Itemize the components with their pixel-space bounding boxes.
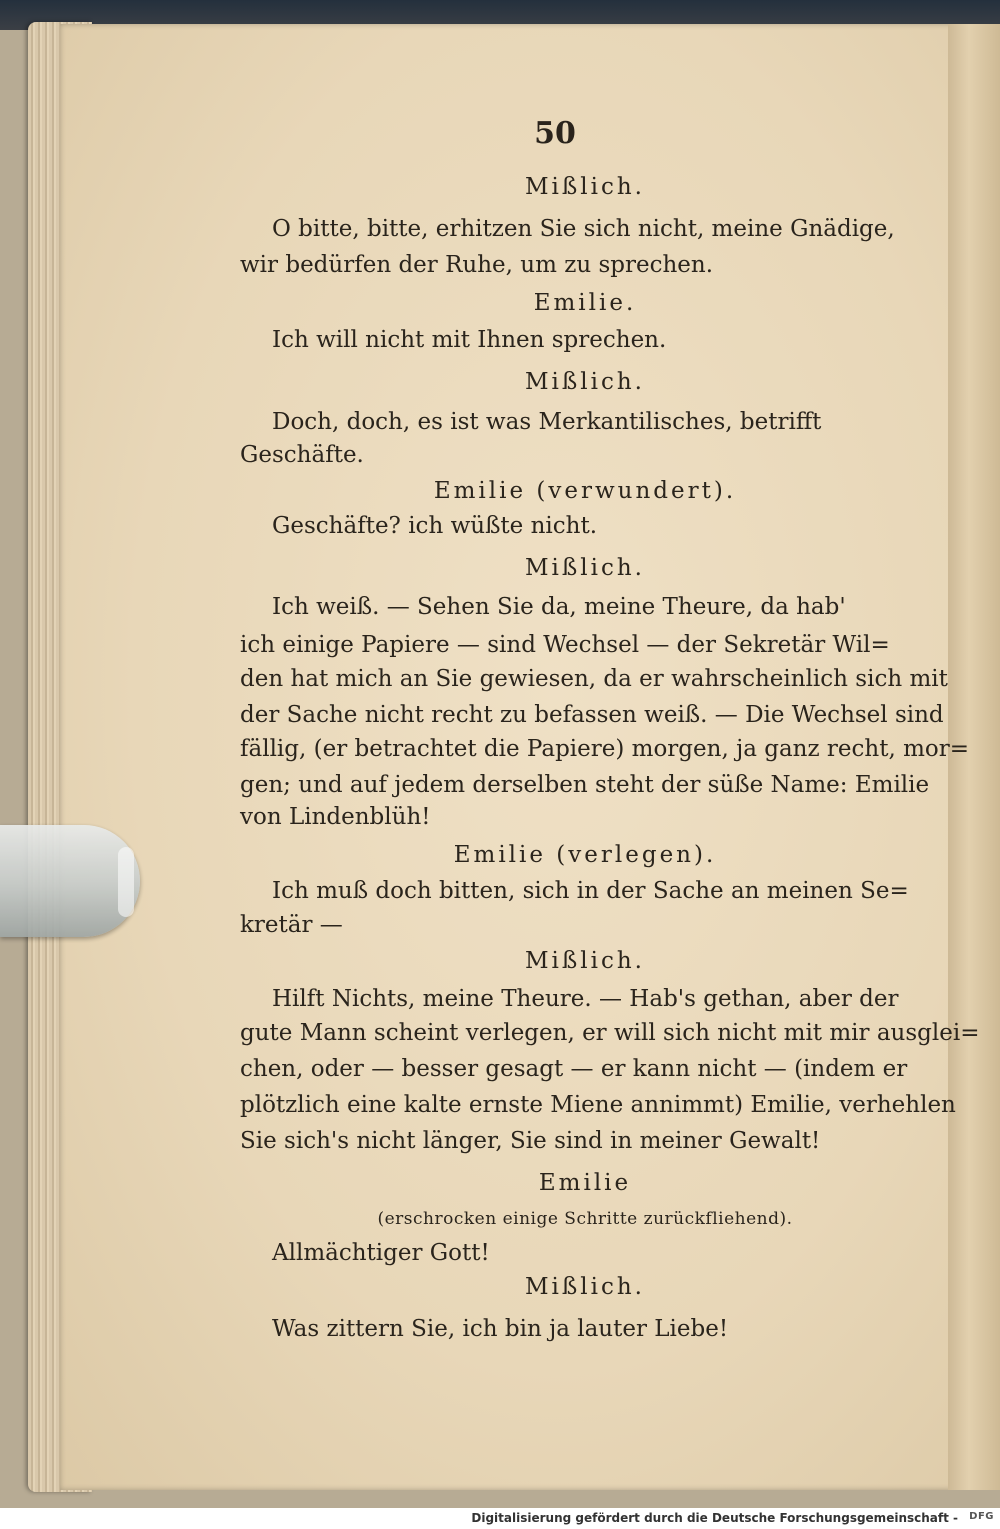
speaker-name: Emilie: [538, 1170, 632, 1196]
speaker-name: Mißlich.: [525, 555, 645, 581]
dfg-logo-icon: DFG: [969, 1511, 994, 1522]
text-line: fällig, (er betrachtet die Papiere) morgen, ja ganz recht, mor=: [240, 736, 969, 762]
text-line: gen; und auf jedem derselben steht der süße Name: Emilie: [240, 772, 930, 798]
page-clip-highlight: [118, 847, 134, 917]
text-line: Ich will nicht mit Ihnen sprechen.: [272, 327, 667, 353]
text-line: Geschäfte? ich wüßte nicht.: [272, 513, 598, 539]
text-line: Allmächtiger Gott!: [272, 1240, 490, 1266]
text-line: plötzlich eine kalte ernste Miene annimmt) Emilie, verhehlen: [240, 1092, 956, 1118]
text-line: Was zittern Sie, ich bin ja lauter Liebe!: [272, 1316, 729, 1342]
text-line: von Lindenblüh!: [240, 804, 431, 830]
text-line: Ich muß doch bitten, sich in der Sache an meinen Se=: [272, 878, 909, 904]
speaker-name: Emilie.: [533, 290, 637, 316]
text-line: Geschäfte.: [240, 442, 364, 468]
speaker-name: Emilie (verlegen).: [453, 842, 717, 868]
text-line: Ich weiß. — Sehen Sie da, meine Theure, da hab': [272, 594, 846, 620]
footer-credit: Digitalisierung gefördert durch die Deutsche Forschungsgemeinschaft -: [471, 1511, 958, 1525]
text-line: Hilft Nichts, meine Theure. — Hab's gethan, aber der: [272, 986, 899, 1012]
speaker-name: Mißlich.: [525, 369, 645, 395]
page-number: 50: [534, 116, 576, 151]
text-line: O bitte, bitte, erhitzen Sie sich nicht, meine Gnädige,: [272, 216, 895, 242]
text-line: den hat mich an Sie gewiesen, da er wahrscheinlich sich mit: [240, 666, 948, 692]
text-line: gute Mann scheint verlegen, er will sich nicht mit mir ausglei=: [240, 1020, 980, 1046]
text-line: der Sache nicht recht zu befassen weiß. — Die Wechsel sind: [240, 702, 944, 728]
text-line: kretär —: [240, 912, 343, 938]
text-line: wir bedürfen der Ruhe, um zu sprechen.: [240, 252, 714, 278]
speaker-name: Mißlich.: [525, 948, 645, 974]
text-line: Doch, doch, es ist was Merkantilisches, betrifft: [272, 409, 822, 435]
speaker-name: Emilie (verwundert).: [433, 478, 737, 504]
speaker-name: Mißlich.: [525, 1274, 645, 1300]
text-line: ich einige Papiere — sind Wechsel — der Sekretär Wil=: [240, 632, 890, 658]
footer-bar: [0, 1508, 1000, 1529]
stage-direction: (erschrocken einige Schritte zurückfliehend).: [377, 1209, 793, 1229]
text-line: chen, oder — besser gesagt — er kann nicht — (indem er: [240, 1056, 908, 1082]
speaker-name: Mißlich.: [525, 174, 645, 200]
text-line: Sie sich's nicht länger, Sie sind in meiner Gewalt!: [240, 1128, 821, 1154]
